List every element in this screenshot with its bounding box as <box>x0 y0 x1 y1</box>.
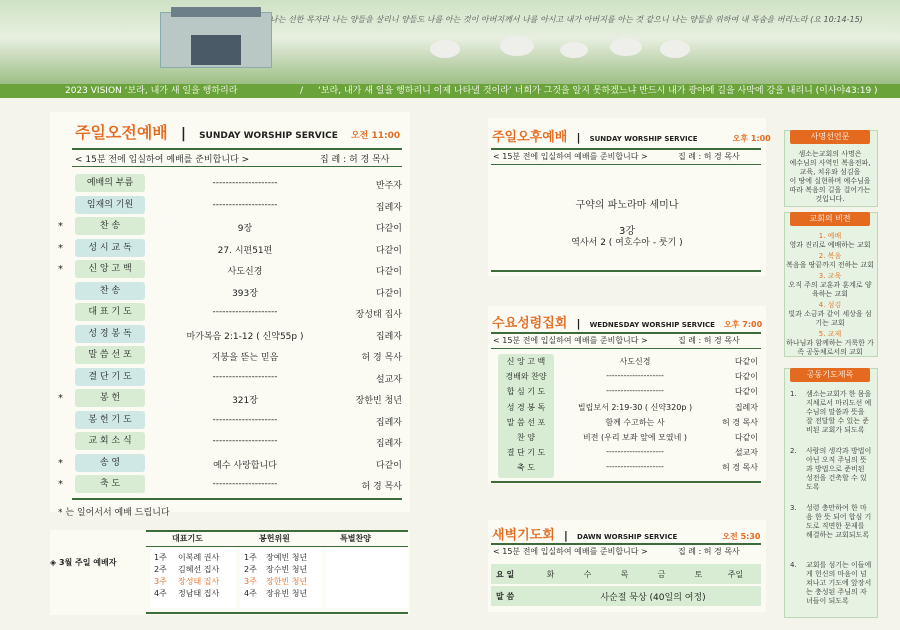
sunday-pm-lecture: 3강 <box>618 226 636 237</box>
order-label: 교 회 소 식 <box>75 432 145 450</box>
wed-content: 빌립보서 2:19-30 ( 신약320p ) <box>577 402 693 412</box>
order-label: 봉 헌 기 도 <box>75 411 145 429</box>
order-person: 다같이 <box>375 267 402 277</box>
order-label: 임재의 기원 <box>75 196 145 214</box>
dawn-time: 오전 5:30 <box>722 532 761 541</box>
order-label: 찬 송 <box>75 217 145 235</box>
duty-header-offering: 봉헌위원 <box>259 534 290 543</box>
duty-offering-week: 4주 <box>244 589 257 598</box>
vision-item-text: 하나님과 함께하는 거룩한 가족 공동체로서의 교회 <box>786 339 874 356</box>
order-content: 393장 <box>232 288 258 299</box>
wed-label: 찬 양 <box>517 433 535 442</box>
order-content: 사도신경 <box>227 267 263 277</box>
sunday-pm-title: 주일오후예배 <box>492 130 568 145</box>
dawn-day: 수 <box>583 570 592 579</box>
vision-item-number: 2. 복음 <box>818 252 842 260</box>
wed-content: 사도신경 <box>619 357 651 366</box>
sunday-pm-eng: SUNDAY WORSHIP SERVICE <box>589 135 698 143</box>
order-label: 봉 헌 <box>75 389 145 407</box>
order-star: * <box>58 221 63 232</box>
duty-offering-week: 1주 <box>244 553 257 562</box>
mission-line: 교육, 치유와 섬김을 <box>799 168 861 176</box>
order-person: 다같이 <box>375 245 402 256</box>
sunday-pm-ready: < 15분 전에 입실하여 예배를 준비합니다 > <box>493 152 648 161</box>
order-star: * <box>58 457 63 469</box>
standing-note: * 는 일어서서 예배 드립니다 <box>58 508 170 518</box>
sunday-pm-time: 오후 1:00 <box>732 134 771 143</box>
order-label: 말 씀 선 포 <box>75 346 145 364</box>
dawn-panel: 새벽기도회 | DAWN WORSHIP SERVICE 오전 5:30 < 15분 전에 입실하여 예배를 준비합니다 > 집 례 : 허 경 목사 요 일 말 씀 사순절 묵상 (40일의 여정) 화 수 목 금 토 주일 <box>488 520 766 612</box>
prayer-item-number: 1. <box>790 390 797 398</box>
vision-verse: ‘보라, 내가 새 일을 행하리니 이제 나타낼 것이라’ 너희가 그것을 알지 못하겠느냐 반드시 내가 광야에 길을 사막에 강을 내리니 (이사야43:19 ) <box>318 86 878 96</box>
vision-item-text: 영과 진리로 예배하는 교회 <box>789 241 871 249</box>
duty-offering-week: 2주 <box>244 565 257 574</box>
sunday-pm-leader: 집 례 : 허 경 목사 <box>678 152 740 161</box>
wed-person: 다같이 <box>734 372 758 382</box>
wed-label: 말 씀 선 포 <box>506 417 546 427</box>
order-content: 321장 <box>232 396 258 406</box>
sunday-am-time: 오전 11:00 <box>350 131 401 141</box>
order-content: -------------------- <box>212 199 278 210</box>
duty-offering-name: 장예빈 청년 <box>266 553 308 562</box>
header-banner <box>0 0 900 84</box>
sunday-am-title: 주일오전예배 <box>75 123 168 142</box>
order-person: 반주자 <box>375 181 402 191</box>
duty-offering-name: 장수빈 청년 <box>266 565 308 574</box>
duty-panel <box>50 530 410 615</box>
prayer-item-text: 사람의 생각과 방법이 아닌 오직 주님의 뜻과 방법으로 준비된 성전을 건축할 수 있도록 <box>806 447 872 491</box>
mission-line: 것입니다. <box>815 195 845 203</box>
vision-title: 2023 VISION ‘보라, 내가 새 일을 행하리라 <box>65 86 238 96</box>
order-person: 다같이 <box>375 288 402 299</box>
wednesday-panel: 수요성령집회 | WEDNESDAY WORSHIP SERVICE 오후 7:00 < 15분 전에 입실하여 예배를 준비합니다 > 집 례 : 허 경 목사 신 앙 고 백 사도신경 다같이 경배와 찬양 -------------------- 다같이 합 심 기 도 -------------------- 다같이 성 경 봉 독 빌립보서 2:19-30 ( 신약320p ) 집례자 말 씀 선 포 함께 수고하는 사 허 경 목사 찬 양 비전 (우리 보좌 앞에 모였네 ) 다같이 결 단 기 도 -------------------- 설교자 축 도 -------------------- 허 경 목사 <box>488 306 766 484</box>
order-label: 송 영 <box>75 454 145 472</box>
vision-item-number: 1. 예배 <box>818 232 842 240</box>
prayer-item-number: 2. <box>790 447 797 455</box>
prayer-item-text: 교회를 섬기는 이들에게 헌신의 마음이 넘쳐나고 기도에 앞장서는 충성된 주님의 자녀들이 되도록 <box>806 561 872 605</box>
duty-offering-name: 장한빈 청년 <box>266 577 308 586</box>
order-person: 장한빈 청년 <box>355 396 402 406</box>
mission-line: 따라 복음의 길을 걸어가는 <box>789 186 871 194</box>
mission-line: 이 땅에 실현하며 예수님을 <box>789 177 871 185</box>
mission-head: 사명선언문 <box>790 130 870 144</box>
order-person: 설교자 <box>375 374 402 385</box>
dawn-word-label: 말 씀 <box>496 592 515 601</box>
duty-prayer-week: 1주 <box>154 553 167 562</box>
order-content: -------------------- <box>212 436 278 446</box>
order-person: 허 경 목사 <box>361 353 402 363</box>
wed-label: 합 심 기 도 <box>506 387 546 397</box>
duty-prayer-name: 김혜선 집사 <box>178 565 220 574</box>
vision-item-text: 빛과 소금과 같이 세상을 섬기는 교회 <box>788 310 872 327</box>
order-content: 지붕을 뜯는 믿음 <box>211 353 279 363</box>
mission-line: 예수님의 사역인 복음전파, <box>789 159 871 167</box>
dawn-day: 화 <box>546 570 555 579</box>
order-content: -------------------- <box>212 414 278 425</box>
order-content: 예수 사랑합니다 <box>213 460 277 471</box>
wed-content: -------------------- <box>606 447 664 457</box>
order-person: 다같이 <box>375 224 402 234</box>
dawn-day: 주일 <box>727 570 744 579</box>
order-label: 성 경 봉 독 <box>75 325 145 343</box>
wed-label: 결 단 기 도 <box>506 448 546 458</box>
duty-prayer-name: 이복례 권사 <box>178 553 220 562</box>
vision-divider: / <box>300 86 304 96</box>
wed-label: 신 앙 고 백 <box>506 357 546 366</box>
sunday-am-eng: SUNDAY WORSHIP SERVICE <box>199 131 338 141</box>
wed-person: 다같이 <box>734 433 758 442</box>
duty-prayer-name: 장성태 집사 <box>178 577 220 586</box>
duty-label: ◈ 3월 주일 예배자 <box>50 558 117 567</box>
vision-item-number: 3. 교육 <box>818 272 842 280</box>
dawn-ready: < 15분 전에 입실하여 예배를 준비합니다 > <box>493 547 648 556</box>
order-person: 집례자 <box>375 439 402 449</box>
order-person: 다같이 <box>375 460 402 471</box>
duty-offering-week: 3주 <box>244 577 257 586</box>
dawn-title: 새벽기도회 <box>492 528 555 543</box>
wednesday-eng: WEDNESDAY WORSHIP SERVICE <box>589 321 715 329</box>
duty-prayer-week: 4주 <box>154 589 167 598</box>
order-person: 허 경 목사 <box>361 482 402 492</box>
wed-person: 집례자 <box>734 402 758 412</box>
wednesday-ready: < 15분 전에 입실하여 예배를 준비합니다 > <box>493 336 648 345</box>
dawn-leader: 집 례 : 허 경 목사 <box>678 547 740 556</box>
wed-content: 비전 (우리 보좌 앞에 모였네 ) <box>583 433 687 442</box>
order-content: -------------------- <box>212 307 278 317</box>
dawn-day: 목 <box>620 570 629 579</box>
sunday-pm-subject: 역사서 2 ( 여호수아 - 룻기 ) <box>571 238 683 248</box>
dawn-word: 사순절 묵상 (40일의 여정) <box>600 593 706 603</box>
order-person: 집례자 <box>375 202 402 213</box>
church-building-image <box>160 12 272 68</box>
order-content: -------------------- <box>212 479 278 489</box>
vision-bar <box>0 84 900 98</box>
dawn-day-label: 요 일 <box>496 570 515 579</box>
prayer-item-number: 3. <box>790 504 797 512</box>
wednesday-time: 오후 7:00 <box>724 320 763 329</box>
prayer-item-number: 4. <box>790 561 797 569</box>
dawn-day: 토 <box>694 570 703 579</box>
order-content: -------------------- <box>212 371 278 382</box>
wed-label: 성 경 봉 독 <box>506 402 546 412</box>
order-label: 성 시 교 독 <box>75 239 145 257</box>
order-content: 마가복음 2:1-12 ( 신약55p ) <box>186 331 304 342</box>
order-label: 예배의 부름 <box>75 174 145 192</box>
prayer-item-text: 샘소는교회가 한 몸을 지체로서 마리도선 예수님의 말씀과 뜻을 잘 전달할 수 있는 준비된 교회가 되도록 <box>806 390 872 434</box>
wed-label: 경배와 찬양 <box>505 372 547 382</box>
order-content: 9장 <box>237 224 253 234</box>
order-star: * <box>58 393 63 404</box>
wed-person: 다같이 <box>734 387 758 397</box>
sunday-pm-panel: 주일오후예배 | SUNDAY WORSHIP SERVICE 오후 1:00 < 15분 전에 입실하여 예배를 준비합니다 > 집 례 : 허 경 목사 구약의 파노라마 세미나 3강 역사서 2 ( 여호수아 - 룻기 ) <box>488 118 766 276</box>
wednesday-title: 수요성령집회 <box>492 316 568 331</box>
vision-box-head: 교회의 비전 <box>790 212 870 226</box>
order-content: -------------------- <box>212 178 278 188</box>
wed-person: 다같이 <box>734 357 758 366</box>
wed-person: 설교자 <box>734 448 758 458</box>
duty-prayer-week: 3주 <box>154 577 167 586</box>
duty-header-special: 특별찬양 <box>340 534 371 543</box>
order-label: 신 앙 고 백 <box>75 260 145 278</box>
prayer-box-head: 공동기도제목 <box>790 368 870 382</box>
wed-content: -------------------- <box>606 371 664 381</box>
order-star: * <box>58 242 63 254</box>
wednesday-leader: 집 례 : 허 경 목사 <box>678 336 740 345</box>
header-verse: 나는 선한 목자라 나는 양들을 살리니 양들도 나를 아는 것이 아버지께서 나를 아시고 내가 아버지를 아는 것 같으니 나는 양들을 위하여 내 목숨을 버리노라 (요 10:14-15) <box>270 15 863 24</box>
order-label: 결 단 기 도 <box>75 368 145 386</box>
vision-item-text: 오직 주의 교훈과 훈계로 양육하는 교회 <box>788 281 872 298</box>
sunday-am-panel: 주일오전예배 | SUNDAY WORSHIP SERVICE 오전 11:00 < 15분 전에 입실하여 예배를 준비합니다 > 집 례 : 허 경 목사 예배의 부름 -------------------- 반주자 임재의 기원 -------------------- 집례자 * 찬 송 9장 다같이 * 성 시 교 독 27. 시편51편 다같이 * 신 앙 고 백 사도신경 다같이 찬 송 393장 다같이 대 표 기 도 -------------------- 장성태 집사 성 경 봉 독 마가복음 2:1-12 ( 신약55p ) 집례자 말 씀 선 포 지붕을 뜯는 믿음 허 경 목사 결 단 기 도 -------------------- 설교자 * 봉 헌 321장 장한빈 청년 봉 헌 기 도 -------------------- 집례자 교 회 소 식 -------------------- 집례자 * 송 영 예수 사랑합니다 다같이 * 축 도 -------------------- 허 경 목사 <box>50 112 410 512</box>
vision-item-text: 복음을 땅끝까지 전하는 교회 <box>786 261 874 269</box>
order-label: 축 도 <box>75 475 145 493</box>
order-star: * <box>58 264 63 275</box>
duty-header-prayer: 대표기도 <box>172 534 203 543</box>
wed-content: -------------------- <box>606 462 664 472</box>
sunday-am-ready: < 15분 전에 입실하여 예배를 준비합니다 > <box>75 155 250 165</box>
mission-line: 샘소는교회의 사명은 <box>798 150 862 158</box>
order-content: 27. 시편51편 <box>217 245 273 256</box>
duty-offering-name: 장유빈 청년 <box>266 589 308 598</box>
wed-content: 함께 수고하는 사 <box>605 417 665 427</box>
order-label: 찬 송 <box>75 282 145 300</box>
order-person: 집례자 <box>375 331 402 342</box>
wed-person: 허 경 목사 <box>722 463 758 473</box>
prayer-item-text: 성령 충만하여 한 마음 한 뜻 되어 합심 기도로 직면한 문제를 해결하는 교회되도록 <box>806 504 872 539</box>
order-person: 장성태 집사 <box>355 310 402 320</box>
sunday-am-leader: 집 례 : 허 경 목사 <box>320 155 390 165</box>
vision-item-number: 5. 교제 <box>818 330 842 338</box>
order-person: 집례자 <box>375 417 402 428</box>
order-label: 대 표 기 도 <box>75 303 145 321</box>
wed-content: -------------------- <box>606 386 664 396</box>
duty-prayer-week: 2주 <box>154 565 167 574</box>
order-star: * <box>58 479 63 490</box>
wed-label: 축 도 <box>517 463 535 473</box>
sunday-pm-seminar: 구약의 파노라마 세미나 <box>575 200 679 211</box>
vision-item-number: 4. 섬김 <box>818 301 842 309</box>
duty-prayer-name: 정남태 집사 <box>178 589 220 598</box>
wed-person: 허 경 목사 <box>722 417 758 427</box>
dawn-day: 금 <box>657 570 666 579</box>
dawn-eng: DAWN WORSHIP SERVICE <box>577 533 678 541</box>
